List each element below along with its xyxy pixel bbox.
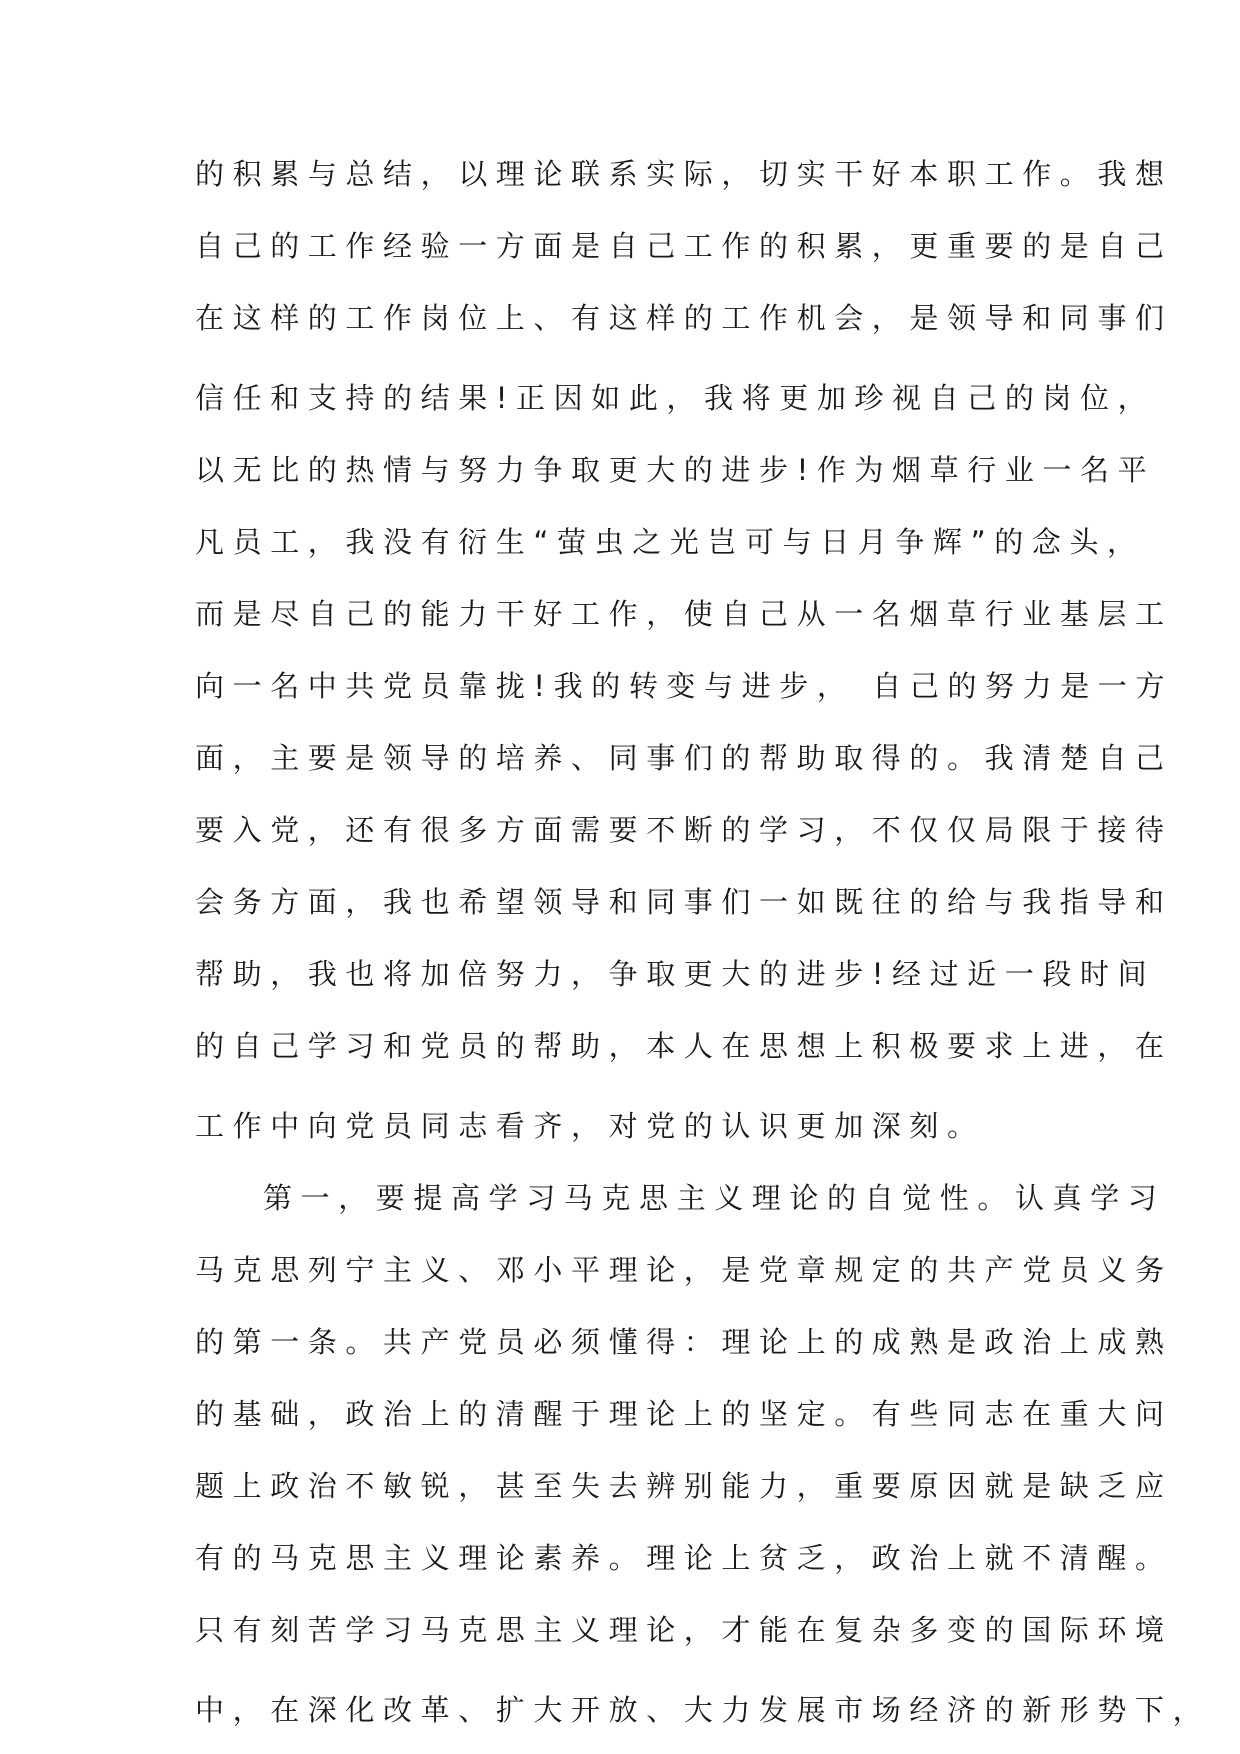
text-line: 马克思列宁主义、邓小平理论，是党章规定的共产党员义务 bbox=[195, 1253, 1173, 1287]
text-line: 有的马克思主义理论素养。理论上贫乏，政治上就不清醒。 bbox=[195, 1541, 1173, 1575]
text-line: 信任和支持的结果!正因如此，我将更加珍视自己的岗位， bbox=[195, 381, 1156, 415]
text-line: 在这样的工作岗位上、有这样的工作机会，是领导和同事们 bbox=[195, 301, 1173, 335]
text-line: 中，在深化改革、扩大开放、大力发展市场经济的新形势下， bbox=[195, 1693, 1211, 1727]
text-line: 工作中向党员同志看齐，对党的认识更加深刻。 bbox=[195, 1109, 985, 1143]
text-line: 的第一条。共产党员必须懂得：理论上的成熟是政治上成熟 bbox=[195, 1325, 1173, 1359]
text-line: 凡员工，我没有衍生“萤虫之光岂可与日月争辉”的念头， bbox=[195, 525, 1145, 559]
text-line: 的基础，政治上的清醒于理论上的坚定。有些同志在重大问 bbox=[195, 1397, 1173, 1431]
paragraph-first-line: 第一，要提高学习马克思主义理论的自觉性。认真学习 bbox=[263, 1181, 1166, 1215]
text-line: 的积累与总结，以理论联系实际，切实干好本职工作。我想 bbox=[195, 157, 1173, 191]
text-line: 会务方面，我也希望领导和同事们一如既往的给与我指导和 bbox=[195, 885, 1173, 919]
text-line: 的自己学习和党员的帮助，本人在思想上积极要求上进，在 bbox=[195, 1029, 1173, 1063]
text-line: 自己的工作经验一方面是自己工作的积累，更重要的是自己 bbox=[195, 229, 1173, 263]
text-line: 只有刻苦学习马克思主义理论，才能在复杂多变的国际环境 bbox=[195, 1613, 1173, 1647]
text-line: 要入党，还有很多方面需要不断的学习，不仅仅局限于接待 bbox=[195, 813, 1173, 847]
text-line: 向一名中共党员靠拢!我的转变与进步， 自己的努力是一方 bbox=[195, 669, 1174, 703]
text-line: 以无比的热情与努力争取更大的进步!作为烟草行业一名平 bbox=[195, 453, 1156, 487]
text-line: 而是尽自己的能力干好工作，使自己从一名烟草行业基层工 bbox=[195, 597, 1173, 631]
text-line: 题上政治不敏锐，甚至失去辨别能力，重要原因就是缺乏应 bbox=[195, 1469, 1173, 1503]
text-line: 帮助，我也将加倍努力，争取更大的进步!经过近一段时间 bbox=[195, 957, 1156, 991]
text-line: 面，主要是领导的培养、同事们的帮助取得的。我清楚自己 bbox=[195, 741, 1173, 775]
